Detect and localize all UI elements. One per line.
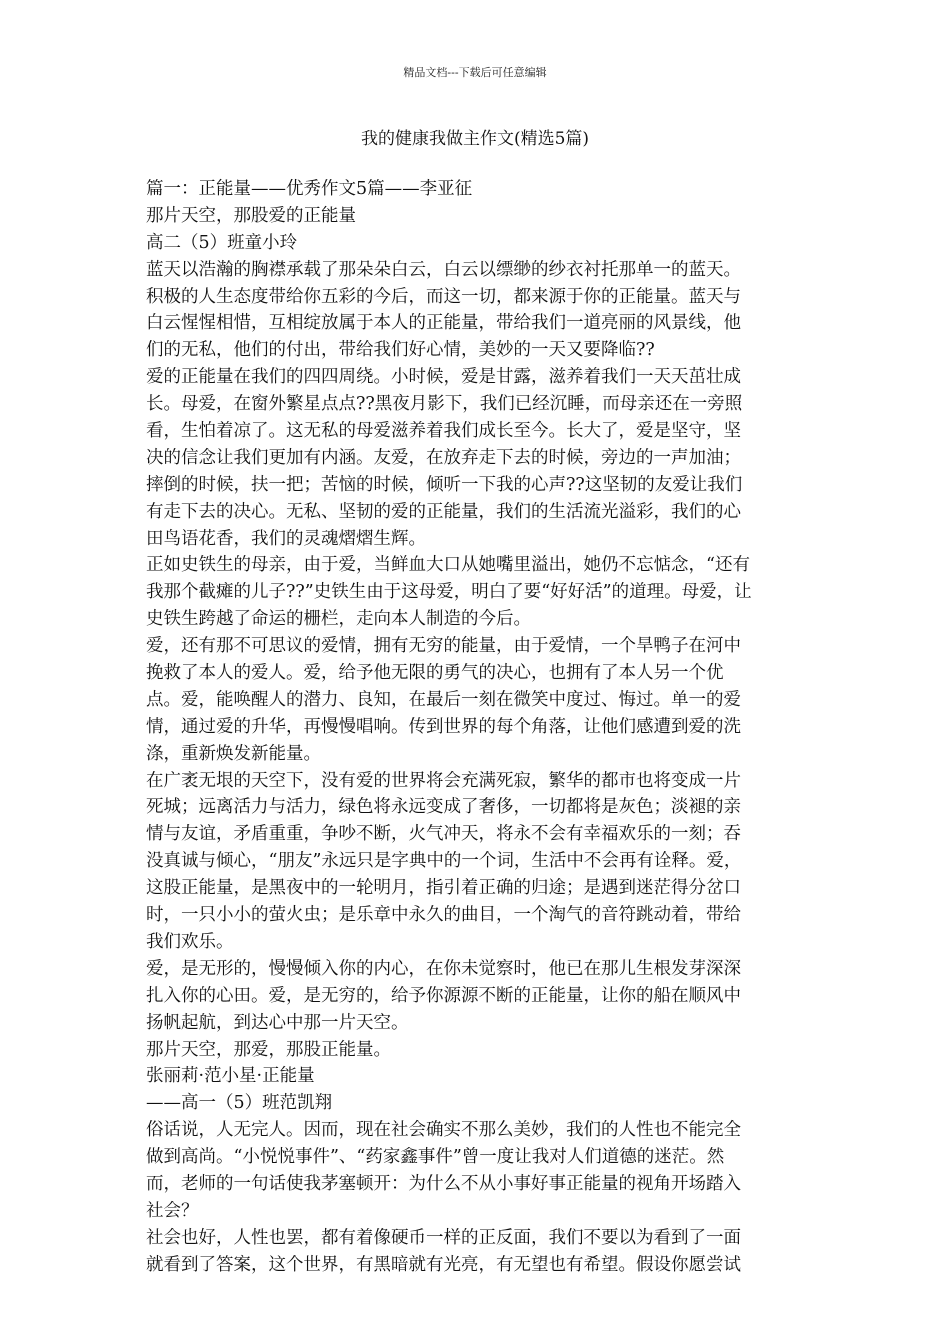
text-line: 那片天空，那股爱的正能量 xyxy=(146,205,356,226)
text-line: 点。爱，能唤醒人的潜力、良知，在最后一刻在微笑中度过、悔过。单一的爱 xyxy=(146,689,741,710)
document-title: 我的健康我做主作文(精选5篇) xyxy=(360,129,590,149)
text-line: 我那个截瘫的儿子??”史铁生由于这母爱，明白了要“好好活”的道理。母爱，让 xyxy=(146,582,752,603)
text-line: ——高一（5）班范凯翔 xyxy=(146,1093,333,1114)
text-line: 扎入你的心田。爱，是无穷的，给予你源源不断的正能量，让你的船在顺风中 xyxy=(146,985,741,1006)
text-line: 高二（5）班童小玲 xyxy=(146,232,298,253)
text-line: 我们欢乐。 xyxy=(146,931,234,952)
text-line: 张丽莉·范小星·正能量 xyxy=(146,1066,315,1087)
text-line: 白云惺惺相惜，互相绽放属于本人的正能量，带给我们一道亮丽的风景线，他 xyxy=(146,313,741,334)
text-line: 俗话说，人无完人。因而，现在社会确实不那么美妙，我们的人性也不能完全 xyxy=(146,1120,741,1141)
text-line: 情，通过爱的升华，再慢慢唱响。传到世界的每个角落，让他们感遭到爱的洗 xyxy=(146,716,741,737)
text-line: 这股正能量，是黑夜中的一轮明月，指引着正确的归途；是遇到迷茫得分岔口 xyxy=(146,878,741,899)
text-line: 涤，重新焕发新能量。 xyxy=(146,743,321,764)
text-line: 就看到了答案，这个世界，有黑暗就有光亮，有无望也有希望。假设你愿尝试 xyxy=(146,1254,741,1275)
text-line: 摔倒的时候，扶一把；苦恼的时候，倾听一下我的心声??这坚韧的友爱让我们 xyxy=(146,474,743,495)
text-line: 爱，是无形的，慢慢倾入你的内心，在你未觉察时，他已在那儿生根发芽深深 xyxy=(146,958,741,979)
text-line: 篇一：正能量——优秀作文5篇——李亚征 xyxy=(146,179,473,199)
text-line: 做到高尚。“小悦悦事件”、“药家鑫事件”曾一度让我对人们道德的迷茫。然 xyxy=(146,1147,725,1168)
text-line: 在广袤无垠的天空下，没有爱的世界将会充满死寂，繁华的都市也将变成一片 xyxy=(146,770,741,791)
text-line: 蓝天以浩瀚的胸襟承载了那朵朵白云，白云以缥缈的纱衣衬托那单一的蓝天。 xyxy=(146,259,741,280)
text-line: 田鸟语花香，我们的灵魂熠熠生辉。 xyxy=(146,528,426,549)
document-body xyxy=(146,176,806,1279)
text-line: 社会也好，人性也罢，都有着像硬币一样的正反面，我们不要以为看到了一面 xyxy=(146,1227,741,1248)
text-line: 看，生怕着凉了。这无私的母爱滋养着我们成长至今。长大了，爱是坚守，坚 xyxy=(146,421,741,442)
text-line: 社会？ xyxy=(146,1200,199,1221)
text-line: 而，老师的一句话使我茅塞顿开：为什么不从小事好事正能量的视角开场踏入 xyxy=(146,1173,741,1194)
header-note: 精品文档---下载后可任意编辑 xyxy=(403,66,547,79)
text-line: 决的信念让我们更加有内涵。友爱，在放弃走下去的时候，旁边的一声加油； xyxy=(146,447,741,468)
text-line: 们的无私，他们的付出，带给我们好心情，美妙的一天又要降临?? xyxy=(146,340,655,361)
text-line: 积极的人生态度带给你五彩的今后，而这一切，都来源于你的正能量。蓝天与 xyxy=(146,286,741,307)
text-line: 没真诚与倾心，“朋友”永远只是字典中的一个词，生活中不会再有诠释。爱， xyxy=(146,851,742,872)
text-line: 正如史铁生的母亲，由于爱，当鲜血大口从她嘴里溢出，她仍不忘惦念，“还有 xyxy=(146,555,750,576)
text-line: 爱的正能量在我们的四四周绕。小时候，爱是甘露，滋养着我们一天天茁壮成 xyxy=(146,367,741,388)
text-line: 时，一只小小的萤火虫；是乐章中永久的曲目，一个淘气的音符跳动着，带给 xyxy=(146,905,741,926)
text-line: 爱，还有那不可思议的爱情，拥有无穷的能量，由于爱情，一个旱鸭子在河中 xyxy=(146,636,741,657)
text-line: 史铁生跨越了命运的栅栏，走向本人制造的今后。 xyxy=(146,609,531,630)
text-line: 有走下去的决心。无私、坚韧的爱的正能量，我们的生活流光溢彩，我们的心 xyxy=(146,501,741,522)
text-line: 死城；远离活力与活力，绿色将永远变成了奢侈，一切都将是灰色；淡褪的亲 xyxy=(146,797,741,818)
text-line: 长。母爱，在窗外繁星点点??黑夜月影下，我们已经沉睡，而母亲还在一旁照 xyxy=(146,394,743,415)
text-line: 扬帆起航，到达心中那一片天空。 xyxy=(146,1012,409,1033)
text-line: 情与友谊，矛盾重重，争吵不断，火气冲天，将永不会有幸福欢乐的一刻；吞 xyxy=(146,824,741,845)
text-line: 挽救了本人的爱人。爱，给予他无限的勇气的决心，也拥有了本人另一个优 xyxy=(146,663,724,684)
text-line: 那片天空，那爱，那股正能量。 xyxy=(146,1039,391,1060)
